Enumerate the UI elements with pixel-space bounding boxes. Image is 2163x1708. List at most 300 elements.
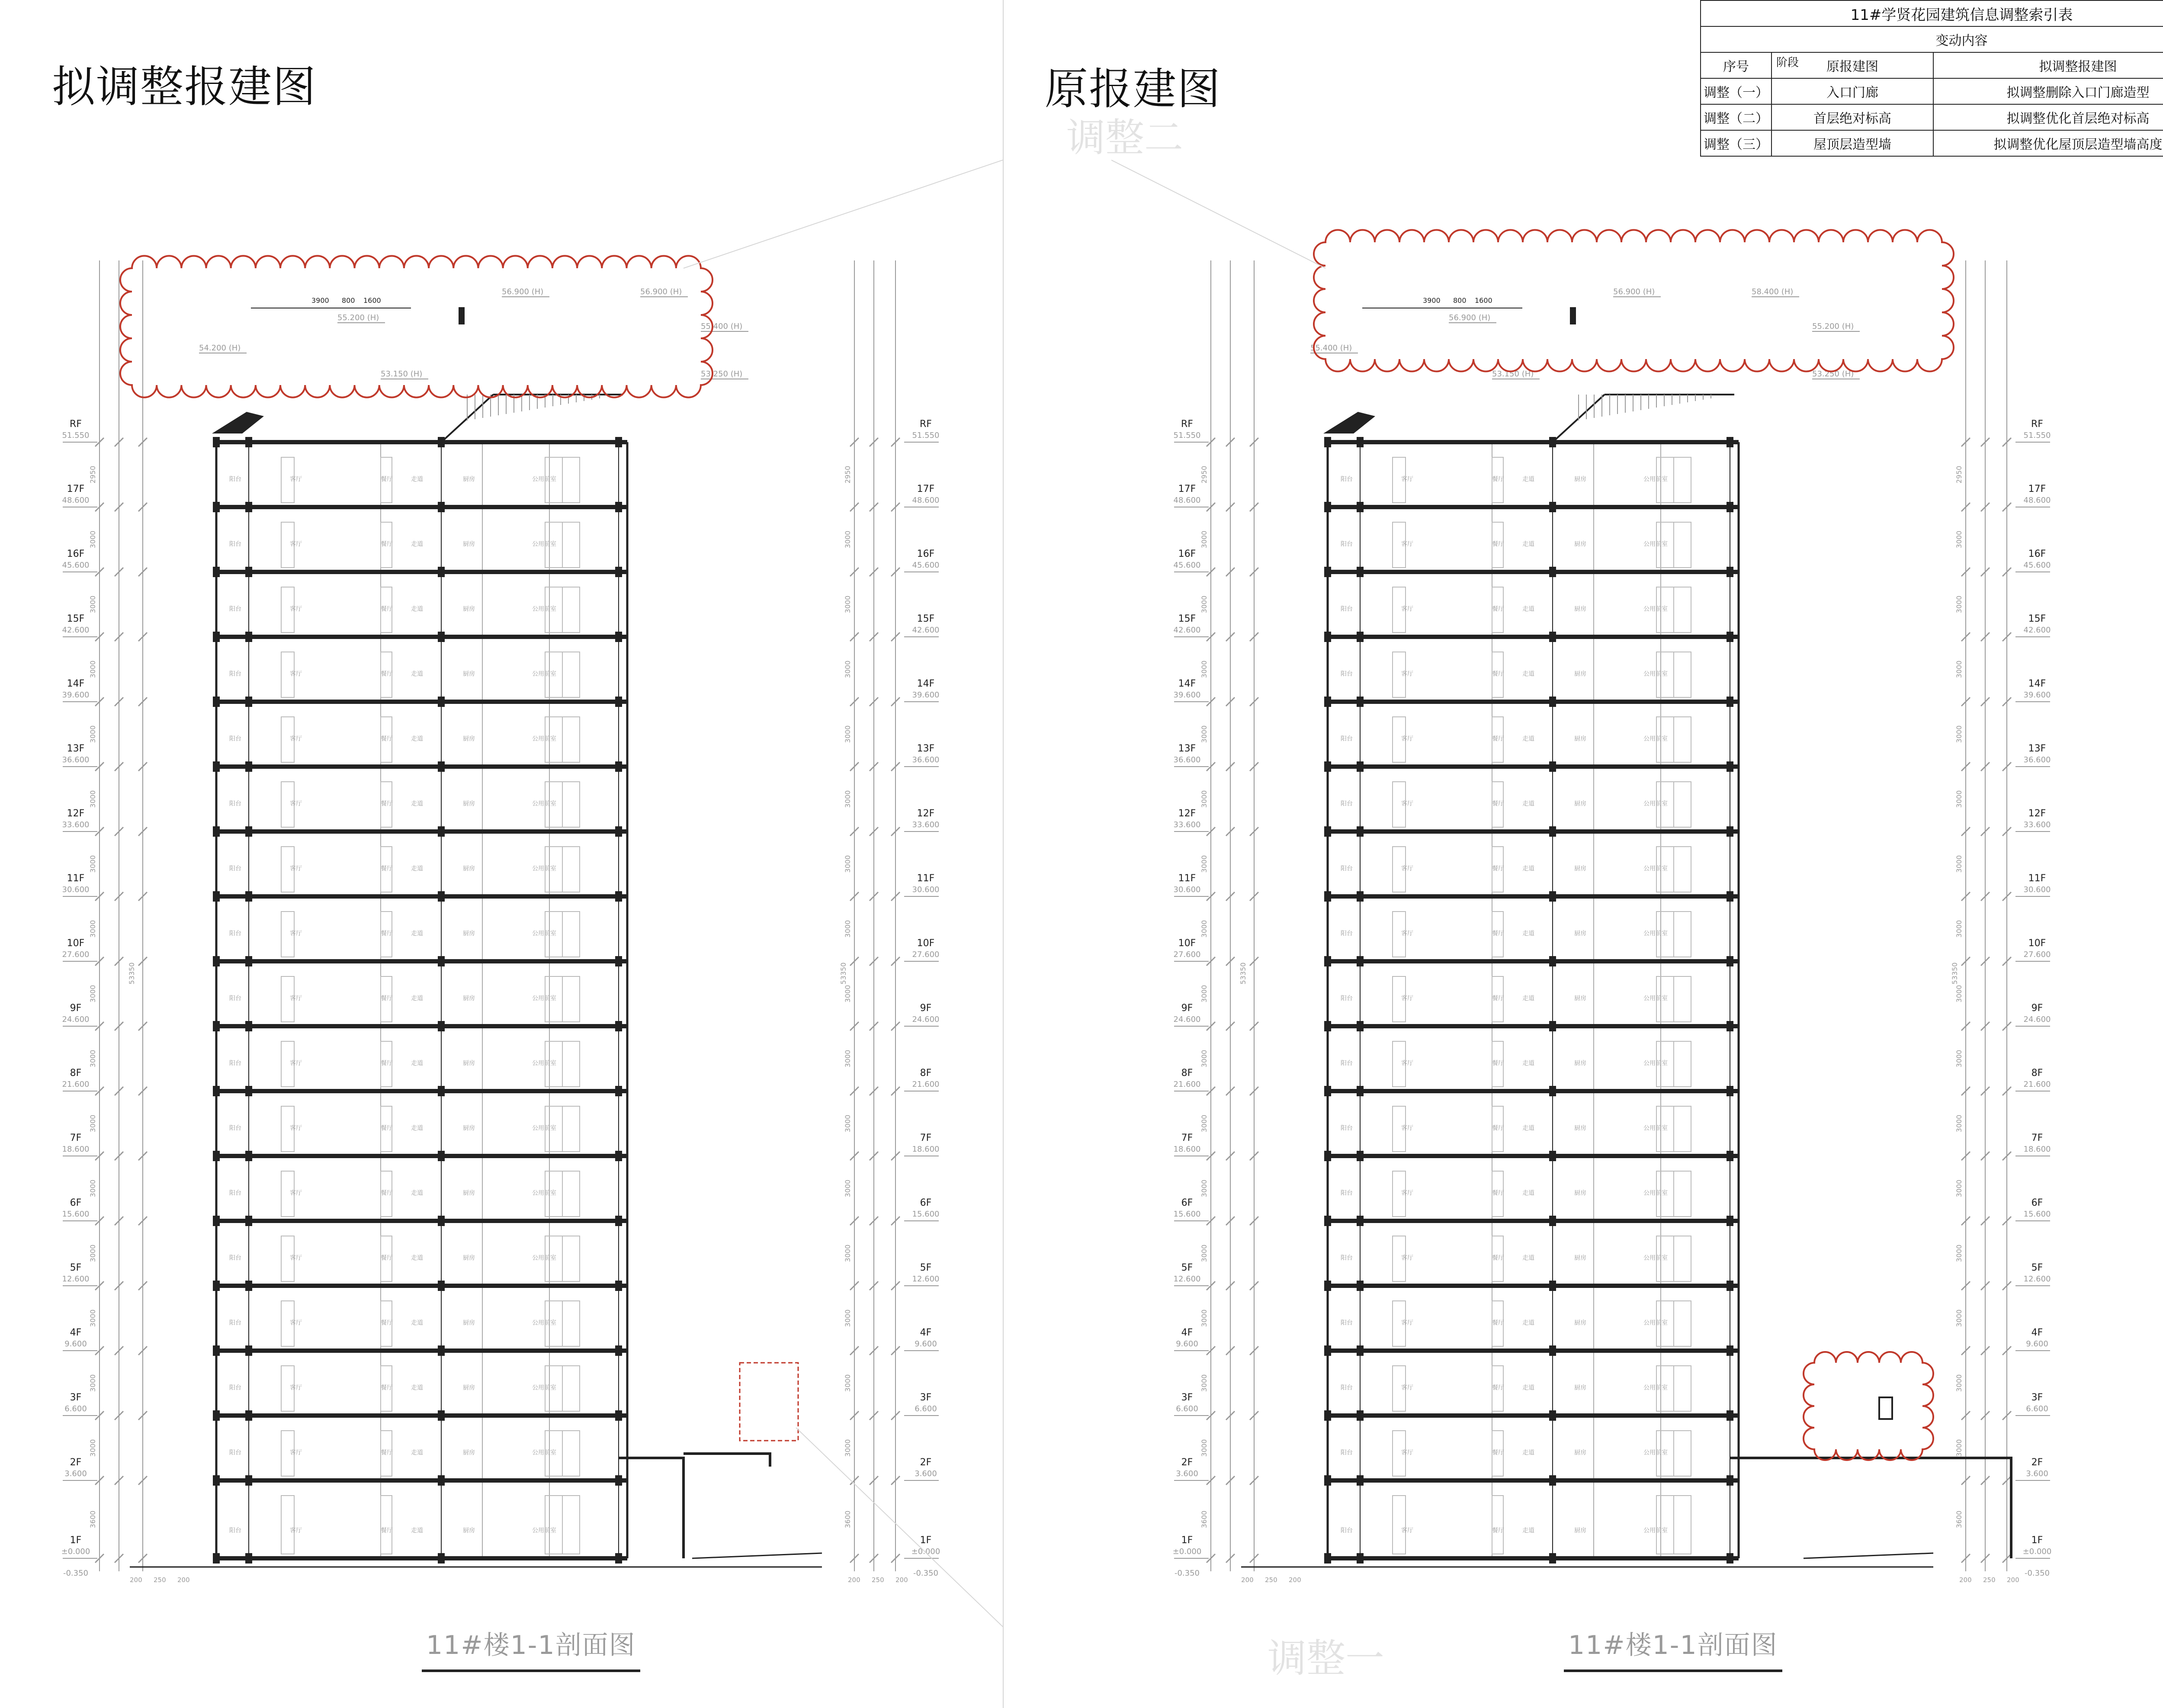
floor-elevation: 3.600 bbox=[64, 1469, 87, 1478]
door-opening bbox=[1656, 1496, 1674, 1554]
room-label: 阳台 bbox=[1341, 1384, 1353, 1391]
beam bbox=[1727, 697, 1733, 707]
room-label: 餐厅 bbox=[381, 735, 393, 742]
room-label: 餐厅 bbox=[381, 671, 393, 677]
entrance-window bbox=[1879, 1397, 1892, 1419]
floor-label: 11F bbox=[2028, 873, 2046, 884]
reference-leader bbox=[684, 160, 1003, 268]
floor-height-dim: 3000 bbox=[844, 595, 852, 613]
beam bbox=[213, 1345, 220, 1356]
door-opening bbox=[1674, 1041, 1691, 1087]
room-label: 客厅 bbox=[1401, 865, 1413, 872]
floor-label: 10F bbox=[1178, 938, 1196, 949]
floor-elevation: 24.600 bbox=[912, 1015, 940, 1024]
beam bbox=[615, 1475, 622, 1486]
floor-height-dim: 3000 bbox=[89, 595, 97, 613]
beam bbox=[213, 1021, 220, 1031]
room-label: 餐厅 bbox=[1492, 1255, 1504, 1262]
floor-height-dim: 3000 bbox=[844, 725, 852, 743]
floor-label: RF bbox=[1181, 419, 1193, 430]
room-label: 餐厅 bbox=[381, 995, 393, 1002]
beam bbox=[245, 632, 252, 642]
section-drawing-proposed bbox=[0, 0, 1003, 1708]
floor-elevation: 24.600 bbox=[1173, 1015, 1201, 1024]
beam bbox=[245, 1345, 252, 1356]
floor-height-dim: 3000 bbox=[89, 530, 97, 549]
beam bbox=[615, 502, 622, 512]
floor-label: 8F bbox=[1181, 1068, 1193, 1079]
beam bbox=[615, 1216, 622, 1226]
floor-height-dim: 3000 bbox=[1200, 855, 1208, 873]
floor-label: 4F bbox=[1181, 1327, 1193, 1338]
floor-slab bbox=[216, 570, 627, 574]
room-label: 阳台 bbox=[229, 1320, 241, 1326]
floor-height-dim: 3000 bbox=[1200, 790, 1208, 808]
beam bbox=[213, 502, 220, 512]
floor-elevation: 15.600 bbox=[912, 1210, 940, 1219]
beam bbox=[615, 956, 622, 966]
room-label: 厨房 bbox=[463, 541, 475, 548]
door-opening bbox=[1674, 1171, 1691, 1217]
floor-slab bbox=[1328, 1478, 1739, 1483]
floor-label: 6F bbox=[920, 1198, 932, 1208]
beam bbox=[1727, 567, 1733, 577]
floor-elevation: 33.600 bbox=[1173, 820, 1201, 829]
room-label: 客厅 bbox=[1401, 930, 1413, 937]
total-height-dim: 53350 bbox=[839, 962, 847, 985]
room-label: 厨房 bbox=[1574, 541, 1586, 548]
roof-dimension: 3900 bbox=[311, 296, 329, 305]
floor-slab bbox=[1328, 1284, 1739, 1288]
section-drawing-original bbox=[1111, 0, 2114, 1708]
beam bbox=[213, 1553, 220, 1564]
beam bbox=[438, 1216, 445, 1226]
room-label: 厨房 bbox=[1574, 476, 1586, 483]
floor-elevation: 51.550 bbox=[912, 431, 940, 440]
roof-elevation: 55.200 (H) bbox=[1812, 322, 1854, 331]
beam bbox=[213, 567, 220, 577]
door-opening bbox=[1674, 587, 1691, 632]
floor-label: 17F bbox=[2028, 484, 2046, 494]
beam bbox=[1549, 891, 1556, 902]
floor-label: 1F bbox=[920, 1535, 932, 1546]
room-label: 走道 bbox=[1522, 865, 1534, 872]
floor-height-dim: 3000 bbox=[844, 1179, 852, 1198]
room-label: 走道 bbox=[411, 865, 423, 872]
floor-elevation: 27.600 bbox=[62, 950, 90, 959]
beam bbox=[213, 1086, 220, 1096]
beam bbox=[1549, 1281, 1556, 1291]
room-label: 阳台 bbox=[1341, 476, 1353, 483]
room-label: 餐厅 bbox=[381, 930, 393, 937]
floor-height-dim: 3000 bbox=[89, 920, 97, 938]
floor-height-dim: 3000 bbox=[89, 1439, 97, 1457]
entrance-ramp bbox=[1804, 1553, 1933, 1558]
beam bbox=[1727, 502, 1733, 512]
floor-elevation: 42.600 bbox=[912, 626, 940, 635]
index-table-subtitle: 变动内容 bbox=[1701, 26, 2163, 52]
beam bbox=[213, 1281, 220, 1291]
door-opening bbox=[562, 976, 580, 1022]
door-opening bbox=[381, 1496, 392, 1554]
base-dimension: 200 bbox=[895, 1576, 908, 1584]
floor-label: 7F bbox=[1181, 1133, 1193, 1143]
beam bbox=[213, 1475, 220, 1486]
ghost-label-adjust-one: 调整一 bbox=[1268, 1636, 1384, 1681]
floor-label: 15F bbox=[67, 613, 85, 624]
room-label: 走道 bbox=[411, 800, 423, 807]
floor-elevation: 15.600 bbox=[62, 1210, 90, 1219]
beam bbox=[438, 1086, 445, 1096]
beam bbox=[213, 1216, 220, 1226]
floor-elevation: 24.600 bbox=[62, 1015, 90, 1024]
door-opening bbox=[562, 782, 580, 827]
beam bbox=[1357, 891, 1364, 902]
floor-height-dim: 3000 bbox=[1955, 660, 1963, 678]
beam bbox=[438, 502, 445, 512]
floor-label: 14F bbox=[917, 678, 935, 689]
room-label: 厨房 bbox=[463, 476, 475, 483]
beam bbox=[1324, 956, 1331, 966]
podium-outline bbox=[1730, 1458, 2011, 1558]
room-label: 公用前室 bbox=[1643, 995, 1668, 1002]
room-label: 走道 bbox=[1522, 1527, 1534, 1534]
floor-height-dim: 3000 bbox=[1200, 660, 1208, 678]
room-label: 餐厅 bbox=[381, 1527, 393, 1534]
floor-label: 10F bbox=[2028, 938, 2046, 949]
base-dimension: 250 bbox=[1265, 1576, 1277, 1584]
beam bbox=[1324, 1086, 1331, 1096]
beam bbox=[1727, 956, 1733, 966]
floor-height-dim: 3000 bbox=[844, 1114, 852, 1133]
floor-label: RF bbox=[2031, 419, 2043, 430]
floor-elevation: 48.600 bbox=[912, 496, 940, 505]
floor-elevation: 51.550 bbox=[2023, 431, 2051, 440]
room-label: 客厅 bbox=[1401, 1125, 1413, 1132]
total-height-dim: 53350 bbox=[128, 962, 136, 985]
floor-label: 11F bbox=[917, 873, 935, 884]
roof-canopy bbox=[212, 412, 264, 433]
floor-elevation: 45.600 bbox=[2023, 561, 2051, 570]
floor-slab bbox=[1328, 959, 1739, 963]
beam bbox=[438, 1553, 445, 1564]
beam bbox=[1357, 761, 1364, 772]
room-label: 走道 bbox=[411, 476, 423, 483]
beam bbox=[1357, 1281, 1364, 1291]
room-label: 客厅 bbox=[290, 1320, 302, 1326]
room-label: 阳台 bbox=[229, 1449, 241, 1456]
room-label: 公用前室 bbox=[1643, 1255, 1668, 1262]
floor-elevation: 9.600 bbox=[915, 1339, 937, 1348]
room-label: 走道 bbox=[411, 995, 423, 1002]
room-label: 公用前室 bbox=[532, 1060, 556, 1067]
room-label: 公用前室 bbox=[1643, 476, 1668, 483]
total-height-dim: 53350 bbox=[1951, 962, 1959, 985]
room-label: 阳台 bbox=[229, 1190, 241, 1197]
room-label: 公用前室 bbox=[1643, 606, 1668, 613]
room-label: 阳台 bbox=[229, 1060, 241, 1067]
caption-underline bbox=[1564, 1669, 1782, 1672]
room-label: 公用前室 bbox=[1643, 800, 1668, 807]
beam bbox=[213, 1151, 220, 1161]
room-label: 走道 bbox=[1522, 541, 1534, 548]
beam bbox=[1549, 1553, 1556, 1564]
reference-leader bbox=[796, 1428, 1003, 1627]
room-label: 客厅 bbox=[1401, 1527, 1413, 1534]
roof-wall-mark bbox=[459, 307, 465, 324]
roof-elevation: 55.200 (H) bbox=[337, 313, 379, 322]
door-opening bbox=[1674, 1301, 1691, 1346]
floor-label: 2F bbox=[2031, 1457, 2043, 1468]
room-label: 走道 bbox=[1522, 995, 1534, 1002]
door-opening bbox=[545, 1496, 562, 1554]
base-dimension: 250 bbox=[1983, 1576, 1996, 1584]
floor-label: 2F bbox=[920, 1457, 932, 1468]
beam bbox=[615, 826, 622, 837]
row-proposed: 拟调整优化首层绝对标高 bbox=[1933, 104, 2163, 130]
room-label: 餐厅 bbox=[381, 1190, 393, 1197]
beam bbox=[1357, 1410, 1364, 1421]
floor-slab bbox=[1328, 1556, 1739, 1560]
room-label: 客厅 bbox=[1401, 1384, 1413, 1391]
room-label: 客厅 bbox=[290, 735, 302, 742]
row-original: 入口门廊 bbox=[1771, 78, 1933, 104]
ground-elevation: -0.350 bbox=[63, 1569, 89, 1578]
room-label: 阳台 bbox=[1341, 1255, 1353, 1262]
beam bbox=[615, 761, 622, 772]
room-label: 走道 bbox=[1522, 1384, 1534, 1391]
floor-label: 10F bbox=[917, 938, 935, 949]
beam bbox=[213, 697, 220, 707]
room-label: 厨房 bbox=[1574, 735, 1586, 742]
room-label: 餐厅 bbox=[381, 1255, 393, 1262]
floor-label: 16F bbox=[917, 549, 935, 559]
roof-elevation: 53.250 (H) bbox=[1812, 369, 1854, 379]
room-label: 餐厅 bbox=[1492, 1125, 1504, 1132]
door-opening bbox=[1674, 522, 1691, 568]
floor-elevation: 42.600 bbox=[2023, 626, 2051, 635]
room-label: 客厅 bbox=[290, 1255, 302, 1262]
floor-height-dim: 3000 bbox=[1200, 1050, 1208, 1068]
room-label: 餐厅 bbox=[381, 800, 393, 807]
floor-slab bbox=[1328, 1348, 1739, 1353]
floor-height-dim: 3000 bbox=[844, 660, 852, 678]
room-label: 餐厅 bbox=[1492, 995, 1504, 1002]
floor-slab bbox=[1328, 700, 1739, 704]
beam bbox=[1727, 761, 1733, 772]
room-label: 厨房 bbox=[463, 1449, 475, 1456]
beam bbox=[213, 956, 220, 966]
floor-elevation: ±0.000 bbox=[1172, 1547, 1202, 1556]
beam bbox=[1727, 632, 1733, 642]
floor-label: 2F bbox=[1181, 1457, 1193, 1468]
beam bbox=[438, 567, 445, 577]
beam bbox=[438, 1345, 445, 1356]
floor-height-dim: 3000 bbox=[89, 660, 97, 678]
floor-elevation: 30.600 bbox=[912, 885, 940, 894]
room-label: 客厅 bbox=[290, 606, 302, 613]
floor-height-dim: 3000 bbox=[89, 1114, 97, 1133]
room-label: 走道 bbox=[411, 1255, 423, 1262]
room-label: 客厅 bbox=[290, 671, 302, 677]
base-dimension: 200 bbox=[848, 1576, 860, 1584]
beam bbox=[1357, 632, 1364, 642]
beam bbox=[438, 891, 445, 902]
floor-elevation: 51.550 bbox=[62, 431, 90, 440]
beam bbox=[1727, 1151, 1733, 1161]
beam bbox=[615, 437, 622, 447]
room-label: 厨房 bbox=[463, 1060, 475, 1067]
room-label: 厨房 bbox=[463, 1527, 475, 1534]
room-label: 客厅 bbox=[290, 1060, 302, 1067]
floor-label: 15F bbox=[2028, 613, 2046, 624]
room-label: 客厅 bbox=[1401, 606, 1413, 613]
door-opening bbox=[1674, 717, 1691, 762]
room-label: 阳台 bbox=[229, 1125, 241, 1132]
floor-slab bbox=[216, 440, 627, 444]
index-table-title: 11#学贤花园建筑信息调整索引表 bbox=[1701, 0, 2163, 26]
room-label: 阳台 bbox=[1341, 800, 1353, 807]
floor-slab bbox=[1328, 1219, 1739, 1223]
room-label: 厨房 bbox=[463, 1255, 475, 1262]
sheet-divider bbox=[1003, 0, 1004, 1708]
beam bbox=[615, 697, 622, 707]
door-opening bbox=[1674, 976, 1691, 1022]
row-original: 屋顶层造型墙 bbox=[1771, 130, 1933, 156]
ground-elevation: -0.350 bbox=[913, 1569, 939, 1578]
beam bbox=[438, 761, 445, 772]
floor-label: 4F bbox=[2031, 1327, 2043, 1338]
room-label: 阳台 bbox=[229, 995, 241, 1002]
floor-slab bbox=[216, 829, 627, 834]
floor-elevation: ±0.000 bbox=[2022, 1547, 2052, 1556]
room-label: 厨房 bbox=[1574, 1060, 1586, 1067]
floor-elevation: 36.600 bbox=[62, 755, 90, 764]
roof-elevation: 53.250 (H) bbox=[701, 369, 743, 379]
floor-elevation: 39.600 bbox=[62, 690, 90, 700]
floor-label: 11F bbox=[1178, 873, 1196, 884]
room-label: 公用前室 bbox=[532, 995, 556, 1002]
beam bbox=[1357, 826, 1364, 837]
room-label: 阳台 bbox=[1341, 1527, 1353, 1534]
room-label: 阳台 bbox=[1341, 1320, 1353, 1326]
floor-slab bbox=[1328, 505, 1739, 509]
floor-label: 10F bbox=[67, 938, 85, 949]
floor-height-dim: 3000 bbox=[1955, 530, 1963, 549]
room-label: 厨房 bbox=[1574, 930, 1586, 937]
beam bbox=[438, 697, 445, 707]
section-caption-proposed bbox=[426, 1625, 636, 1662]
floor-slab bbox=[216, 1154, 627, 1158]
floor-elevation: 3.600 bbox=[2026, 1469, 2048, 1478]
floor-label: 7F bbox=[70, 1133, 82, 1143]
floor-label: 13F bbox=[67, 743, 85, 754]
beam bbox=[245, 1021, 252, 1031]
beam bbox=[1324, 437, 1331, 447]
room-label: 厨房 bbox=[463, 1125, 475, 1132]
room-label: 走道 bbox=[411, 671, 423, 677]
room-label: 客厅 bbox=[290, 476, 302, 483]
floor-elevation: 30.600 bbox=[2023, 885, 2051, 894]
floor-elevation: 51.550 bbox=[1173, 431, 1201, 440]
door-opening bbox=[1492, 1496, 1503, 1554]
base-dimension: 200 bbox=[1959, 1576, 1972, 1584]
ground-elevation: -0.350 bbox=[2024, 1569, 2050, 1578]
room-label: 走道 bbox=[411, 1125, 423, 1132]
row-original: 首层绝对标高 bbox=[1771, 104, 1933, 130]
door-opening bbox=[1674, 782, 1691, 827]
room-label: 厨房 bbox=[1574, 1190, 1586, 1197]
floor-label: 3F bbox=[2031, 1392, 2043, 1403]
floor-elevation: 6.600 bbox=[915, 1404, 937, 1413]
floor-elevation: 9.600 bbox=[1176, 1339, 1198, 1348]
beam bbox=[1549, 502, 1556, 512]
beam bbox=[438, 1021, 445, 1031]
floor-height-dim: 3000 bbox=[1955, 1114, 1963, 1133]
room-label: 厨房 bbox=[463, 1320, 475, 1326]
room-label: 公用前室 bbox=[1643, 1060, 1668, 1067]
total-height-dim: 53350 bbox=[1239, 962, 1247, 985]
beam bbox=[1324, 1216, 1331, 1226]
floor-height-dim: 2950 bbox=[844, 466, 852, 484]
reference-leader bbox=[1111, 160, 1325, 268]
beam bbox=[1324, 1553, 1331, 1564]
floor-slab bbox=[1328, 894, 1739, 899]
floor-height-dim: 3000 bbox=[1200, 1374, 1208, 1392]
floor-height-dim: 3000 bbox=[844, 1244, 852, 1262]
floor-label: 4F bbox=[70, 1327, 82, 1338]
floor-elevation: 33.600 bbox=[2023, 820, 2051, 829]
floor-height-dim: 3000 bbox=[1955, 790, 1963, 808]
beam bbox=[615, 1345, 622, 1356]
roof-elevation: 56.900 (H) bbox=[640, 287, 682, 296]
door-opening bbox=[1674, 1496, 1691, 1554]
floor-label: 3F bbox=[1181, 1392, 1193, 1403]
room-label: 客厅 bbox=[290, 800, 302, 807]
floor-elevation: 42.600 bbox=[1173, 626, 1201, 635]
floor-elevation: 39.600 bbox=[1173, 690, 1201, 700]
room-label: 走道 bbox=[1522, 1060, 1534, 1067]
room-label: 阳台 bbox=[1341, 995, 1353, 1002]
row-seq: 调整（一） bbox=[1701, 78, 1771, 104]
door-opening bbox=[562, 652, 580, 697]
room-label: 走道 bbox=[411, 541, 423, 548]
beam bbox=[1727, 1281, 1733, 1291]
beam bbox=[1549, 1151, 1556, 1161]
floor-height-dim: 3000 bbox=[844, 530, 852, 549]
floor-slab bbox=[216, 1024, 627, 1028]
floor-label: 14F bbox=[2028, 678, 2046, 689]
floor-elevation: 12.600 bbox=[1173, 1275, 1201, 1284]
room-label: 餐厅 bbox=[381, 1125, 393, 1132]
room-label: 公用前室 bbox=[532, 1255, 556, 1262]
beam bbox=[1357, 1216, 1364, 1226]
floor-height-dim: 3000 bbox=[844, 1439, 852, 1457]
ghost-label-adjust-two: 调整二 bbox=[1066, 115, 1183, 161]
floor-height-dim: 3000 bbox=[89, 1050, 97, 1068]
floor-elevation: 9.600 bbox=[2026, 1339, 2048, 1348]
room-label: 餐厅 bbox=[1492, 606, 1504, 613]
floor-label: RF bbox=[920, 419, 932, 430]
beam bbox=[1324, 1021, 1331, 1031]
room-label: 走道 bbox=[1522, 671, 1534, 677]
room-label: 厨房 bbox=[1574, 671, 1586, 677]
floor-height-dim: 2950 bbox=[1955, 466, 1963, 484]
title-original: 原报建图 bbox=[1045, 64, 1221, 114]
room-label: 客厅 bbox=[290, 1190, 302, 1197]
beam bbox=[1357, 1345, 1364, 1356]
floor-slab bbox=[1328, 1154, 1739, 1158]
